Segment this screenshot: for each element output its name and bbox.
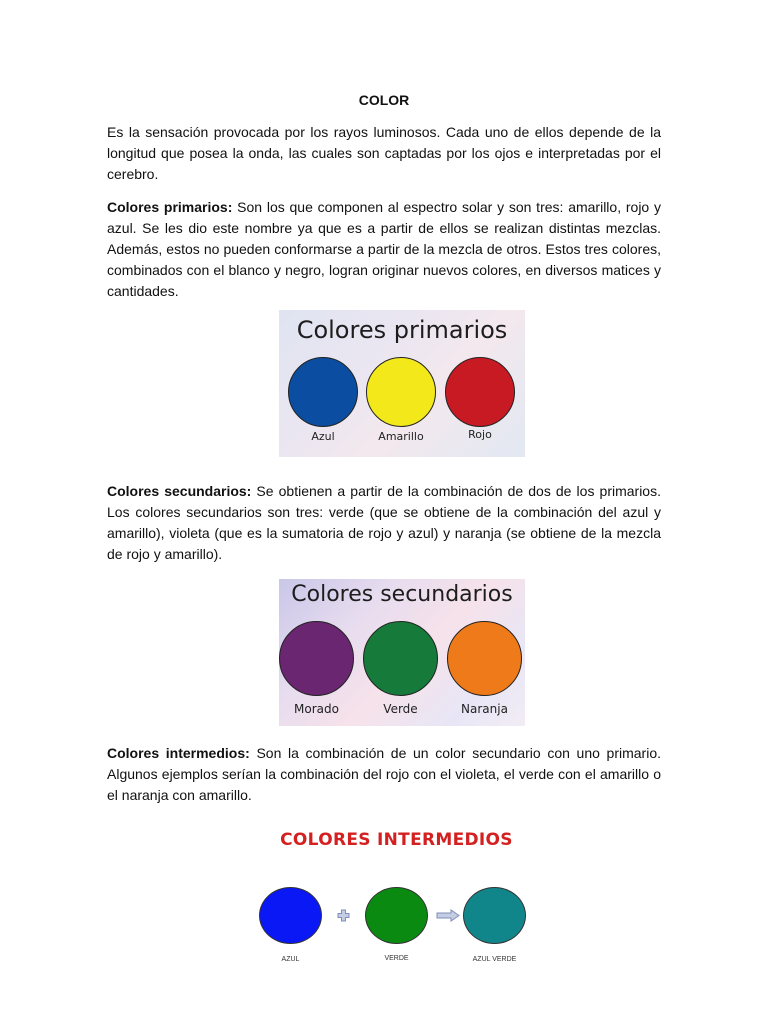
swatch-verde-intermedio xyxy=(365,887,428,944)
swatch-label-verde: Verde xyxy=(383,702,418,716)
swatch-label-morado: Morado xyxy=(294,702,339,716)
intermediate-paragraph xyxy=(107,743,661,806)
plus-icon xyxy=(337,909,350,922)
document-title: COLOR xyxy=(358,92,410,108)
arrow-right-icon xyxy=(436,909,460,922)
swatch-label-naranja: Naranja xyxy=(461,702,508,716)
swatch-azul xyxy=(288,357,358,427)
swatch-morado xyxy=(279,621,354,696)
swatch-label-amarillo: Amarillo xyxy=(378,430,424,443)
swatch-naranja xyxy=(447,621,522,696)
label-azul-verde: AZUL VERDE xyxy=(472,956,517,963)
intro-paragraph: Es la sensación provocada por los rayos luminosos. Cada uno de ellos depende de la longitud que posea la onda, las cuales son captadas por los ojos e interpretadas por el cerebro. xyxy=(107,124,661,182)
primary-text: Son los que componen al espectro solar y son tres: amarillo, rojo y azul. Se les dio este nombre ya que es a partir de ellos se realizan distintas mezclas. Además, estos no pueden conformarse a partir de la mezcla de otros. Estos tres colores, combinados con el blanco y negro, logran originar nuevos colores, en diversos matices y cantidades. xyxy=(107,199,661,299)
swatch-rojo xyxy=(445,357,515,427)
intermediate-text: Son la combinación de un color secundario con uno primario. Algunos ejemplos serían la combinación del rojo con el violeta, el verde con el amarillo o el naranja con amarillo. xyxy=(107,745,662,803)
secondary-text: Se obtienen a partir de la combinación de dos de los primarios. Los colores secundarios son tres: verde (que se obtiene de la combinación del azul y amarillo), violeta (que es la sumatoria de rojo y azul) y naranja (se obtiene de la mezcla de rojo y amarillo). xyxy=(107,483,661,562)
intermediate-heading: Colores intermedios: xyxy=(107,745,250,761)
secondary-heading: Colores secundarios: xyxy=(107,483,252,499)
secondary-colors-figure xyxy=(279,579,525,726)
swatch-azul-verde xyxy=(463,887,526,944)
primary-paragraph xyxy=(107,197,661,302)
swatch-azul-intermedio xyxy=(259,887,322,944)
swatch-label-azul: Azul xyxy=(311,430,335,443)
primary-colors-figure xyxy=(279,310,525,457)
intermediate-figure-title: COLORES INTERMEDIOS xyxy=(280,830,513,850)
swatch-verde xyxy=(363,621,438,696)
secondary-figure-title: Colores secundarios xyxy=(291,582,513,607)
primary-figure-title: Colores primarios xyxy=(296,316,508,344)
secondary-paragraph xyxy=(107,481,661,565)
swatch-label-rojo: Rojo xyxy=(468,428,492,441)
primary-heading: Colores primarios: xyxy=(107,199,233,215)
label-azul-intermedio: AZUL xyxy=(281,956,300,963)
label-verde-intermedio: VERDE xyxy=(384,955,409,962)
swatch-amarillo xyxy=(366,357,436,427)
